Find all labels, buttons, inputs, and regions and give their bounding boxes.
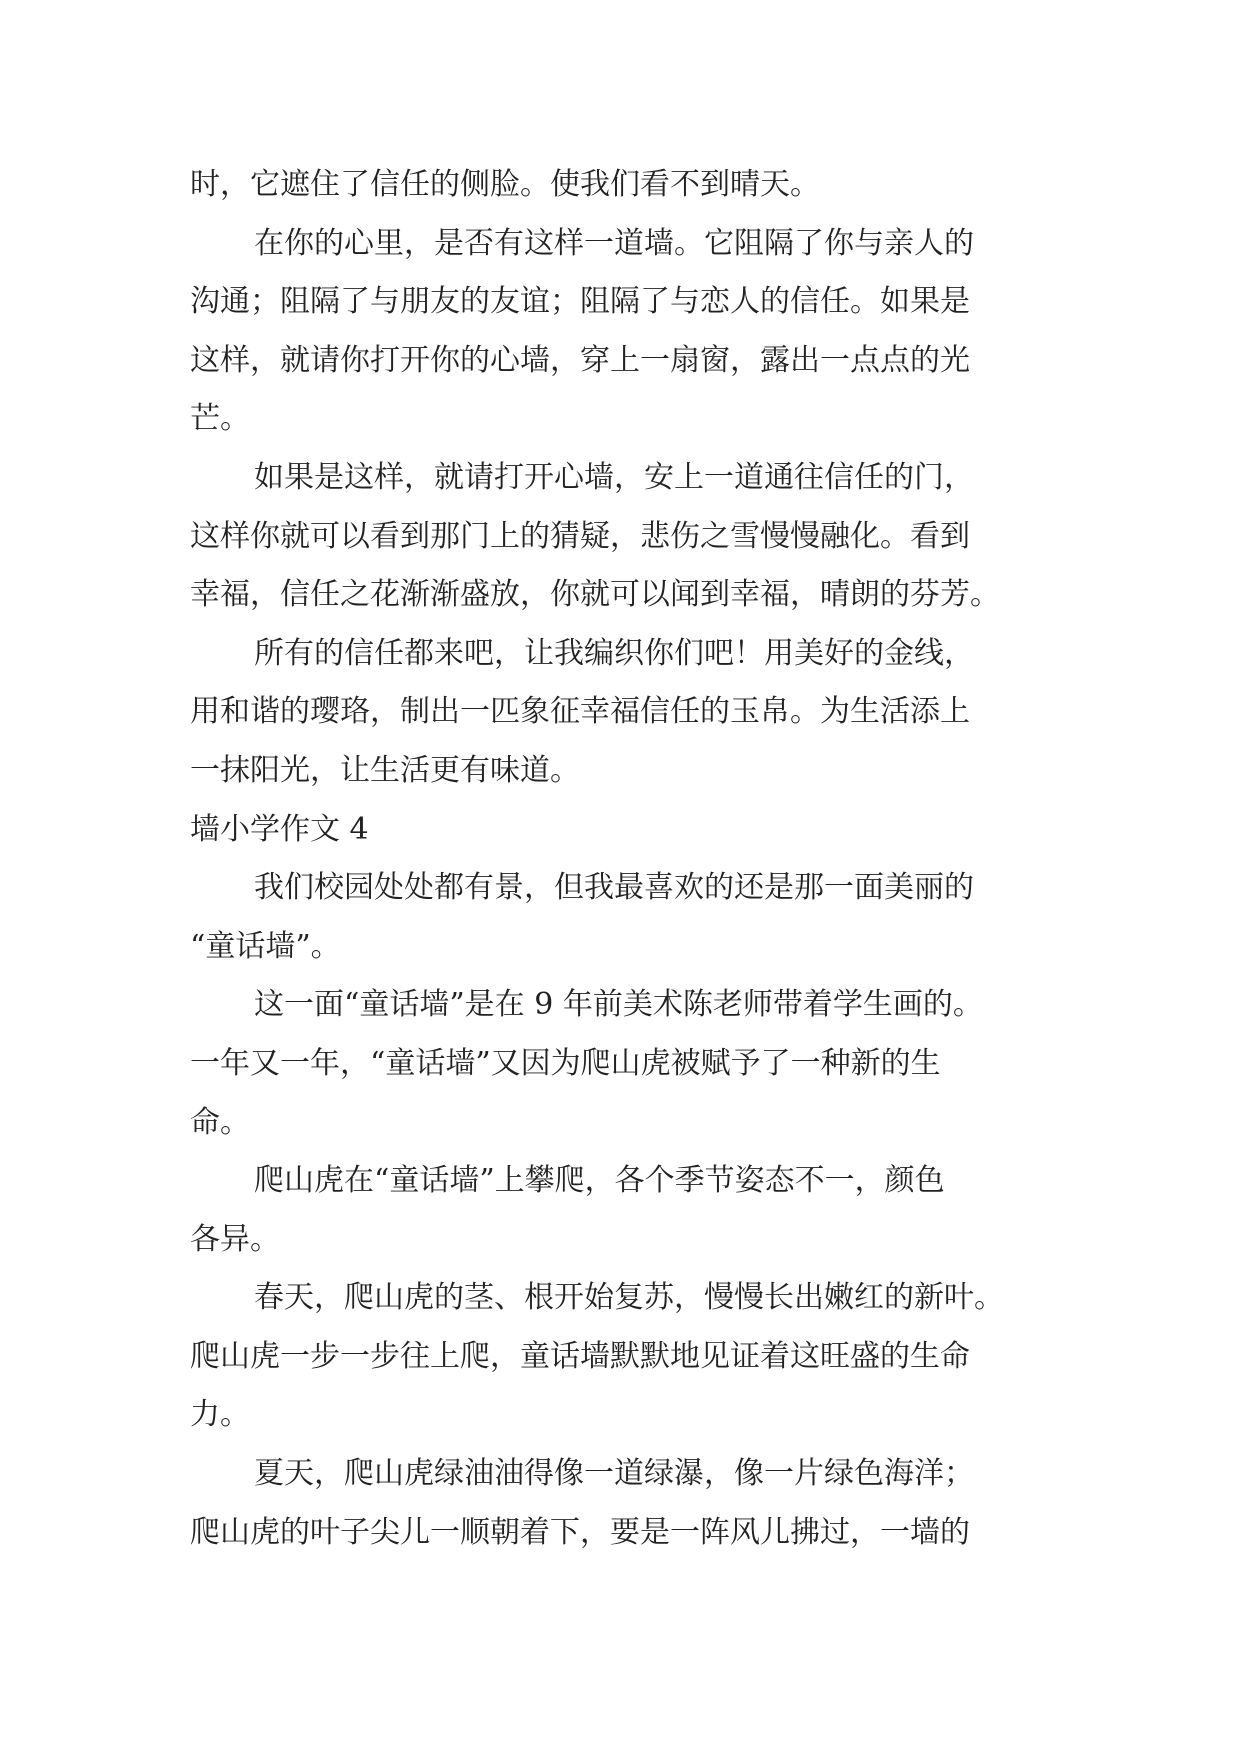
text-line: 一抹阳光，让生活更有味道。 <box>190 752 580 788</box>
text-line: 如果是这样，就请打开心墙，安上一道通往信任的门， <box>254 459 974 495</box>
text-line: 一年又一年，“童话墙”又因为爬山虎被赋予了一种新的生 <box>190 1045 941 1081</box>
text-line: 在你的心里，是否有这样一道墙。它阻隔了你与亲人的 <box>254 225 974 261</box>
text-line: 这样你就可以看到那门上的猜疑，悲伤之雪慢慢融化。看到 <box>190 518 970 554</box>
text-line: 爬山虎在“童话墙”上攀爬，各个季节姿态不一，颜色 <box>254 1163 945 1199</box>
text-line: 用和谐的璎珞，制出一匹象征幸福信任的玉帛。为生活添上 <box>190 694 970 730</box>
text-line: 命。 <box>190 1104 250 1140</box>
text-line: 芒。 <box>190 401 250 437</box>
text-line: 幸福，信任之花渐渐盛放，你就可以闻到幸福，晴朗的芬芳。 <box>190 577 1000 613</box>
text-line: 爬山虎的叶子尖儿一顺朝着下，要是一阵风儿拂过，一墙的 <box>190 1514 970 1550</box>
text-line: 各异。 <box>190 1221 280 1257</box>
text-line: 这一面“童话墙”是在 9 年前美术陈老师带着学生画的。 <box>254 987 983 1023</box>
document-body <box>190 156 1060 1562</box>
text-line: 春天，爬山虎的茎、根开始复苏，慢慢长出嫩红的新叶。 <box>254 1280 1004 1316</box>
section-heading: 墙小学作文 4 <box>190 811 369 847</box>
text-line: 力。 <box>190 1397 250 1433</box>
text-line: 沟通；阻隔了与朋友的友谊；阻隔了与恋人的信任。如果是 <box>190 284 970 320</box>
text-line: 我们校园处处都有景，但我最喜欢的还是那一面美丽的 <box>254 870 974 906</box>
text-line: 爬山虎一步一步往上爬，童话墙默默地见证着这旺盛的生命 <box>190 1338 970 1374</box>
text-line: “童话墙”。 <box>190 928 341 964</box>
text-line: 这样，就请你打开你的心墙，穿上一扇窗，露出一点点的光 <box>190 342 970 378</box>
text-line: 所有的信任都来吧，让我编织你们吧！用美好的金线， <box>254 635 974 671</box>
text-line: 时，它遮住了信任的侧脸。使我们看不到晴天。 <box>190 167 820 202</box>
text-line: 夏天，爬山虎绿油油得像一道绿瀑，像一片绿色海洋； <box>254 1456 974 1492</box>
